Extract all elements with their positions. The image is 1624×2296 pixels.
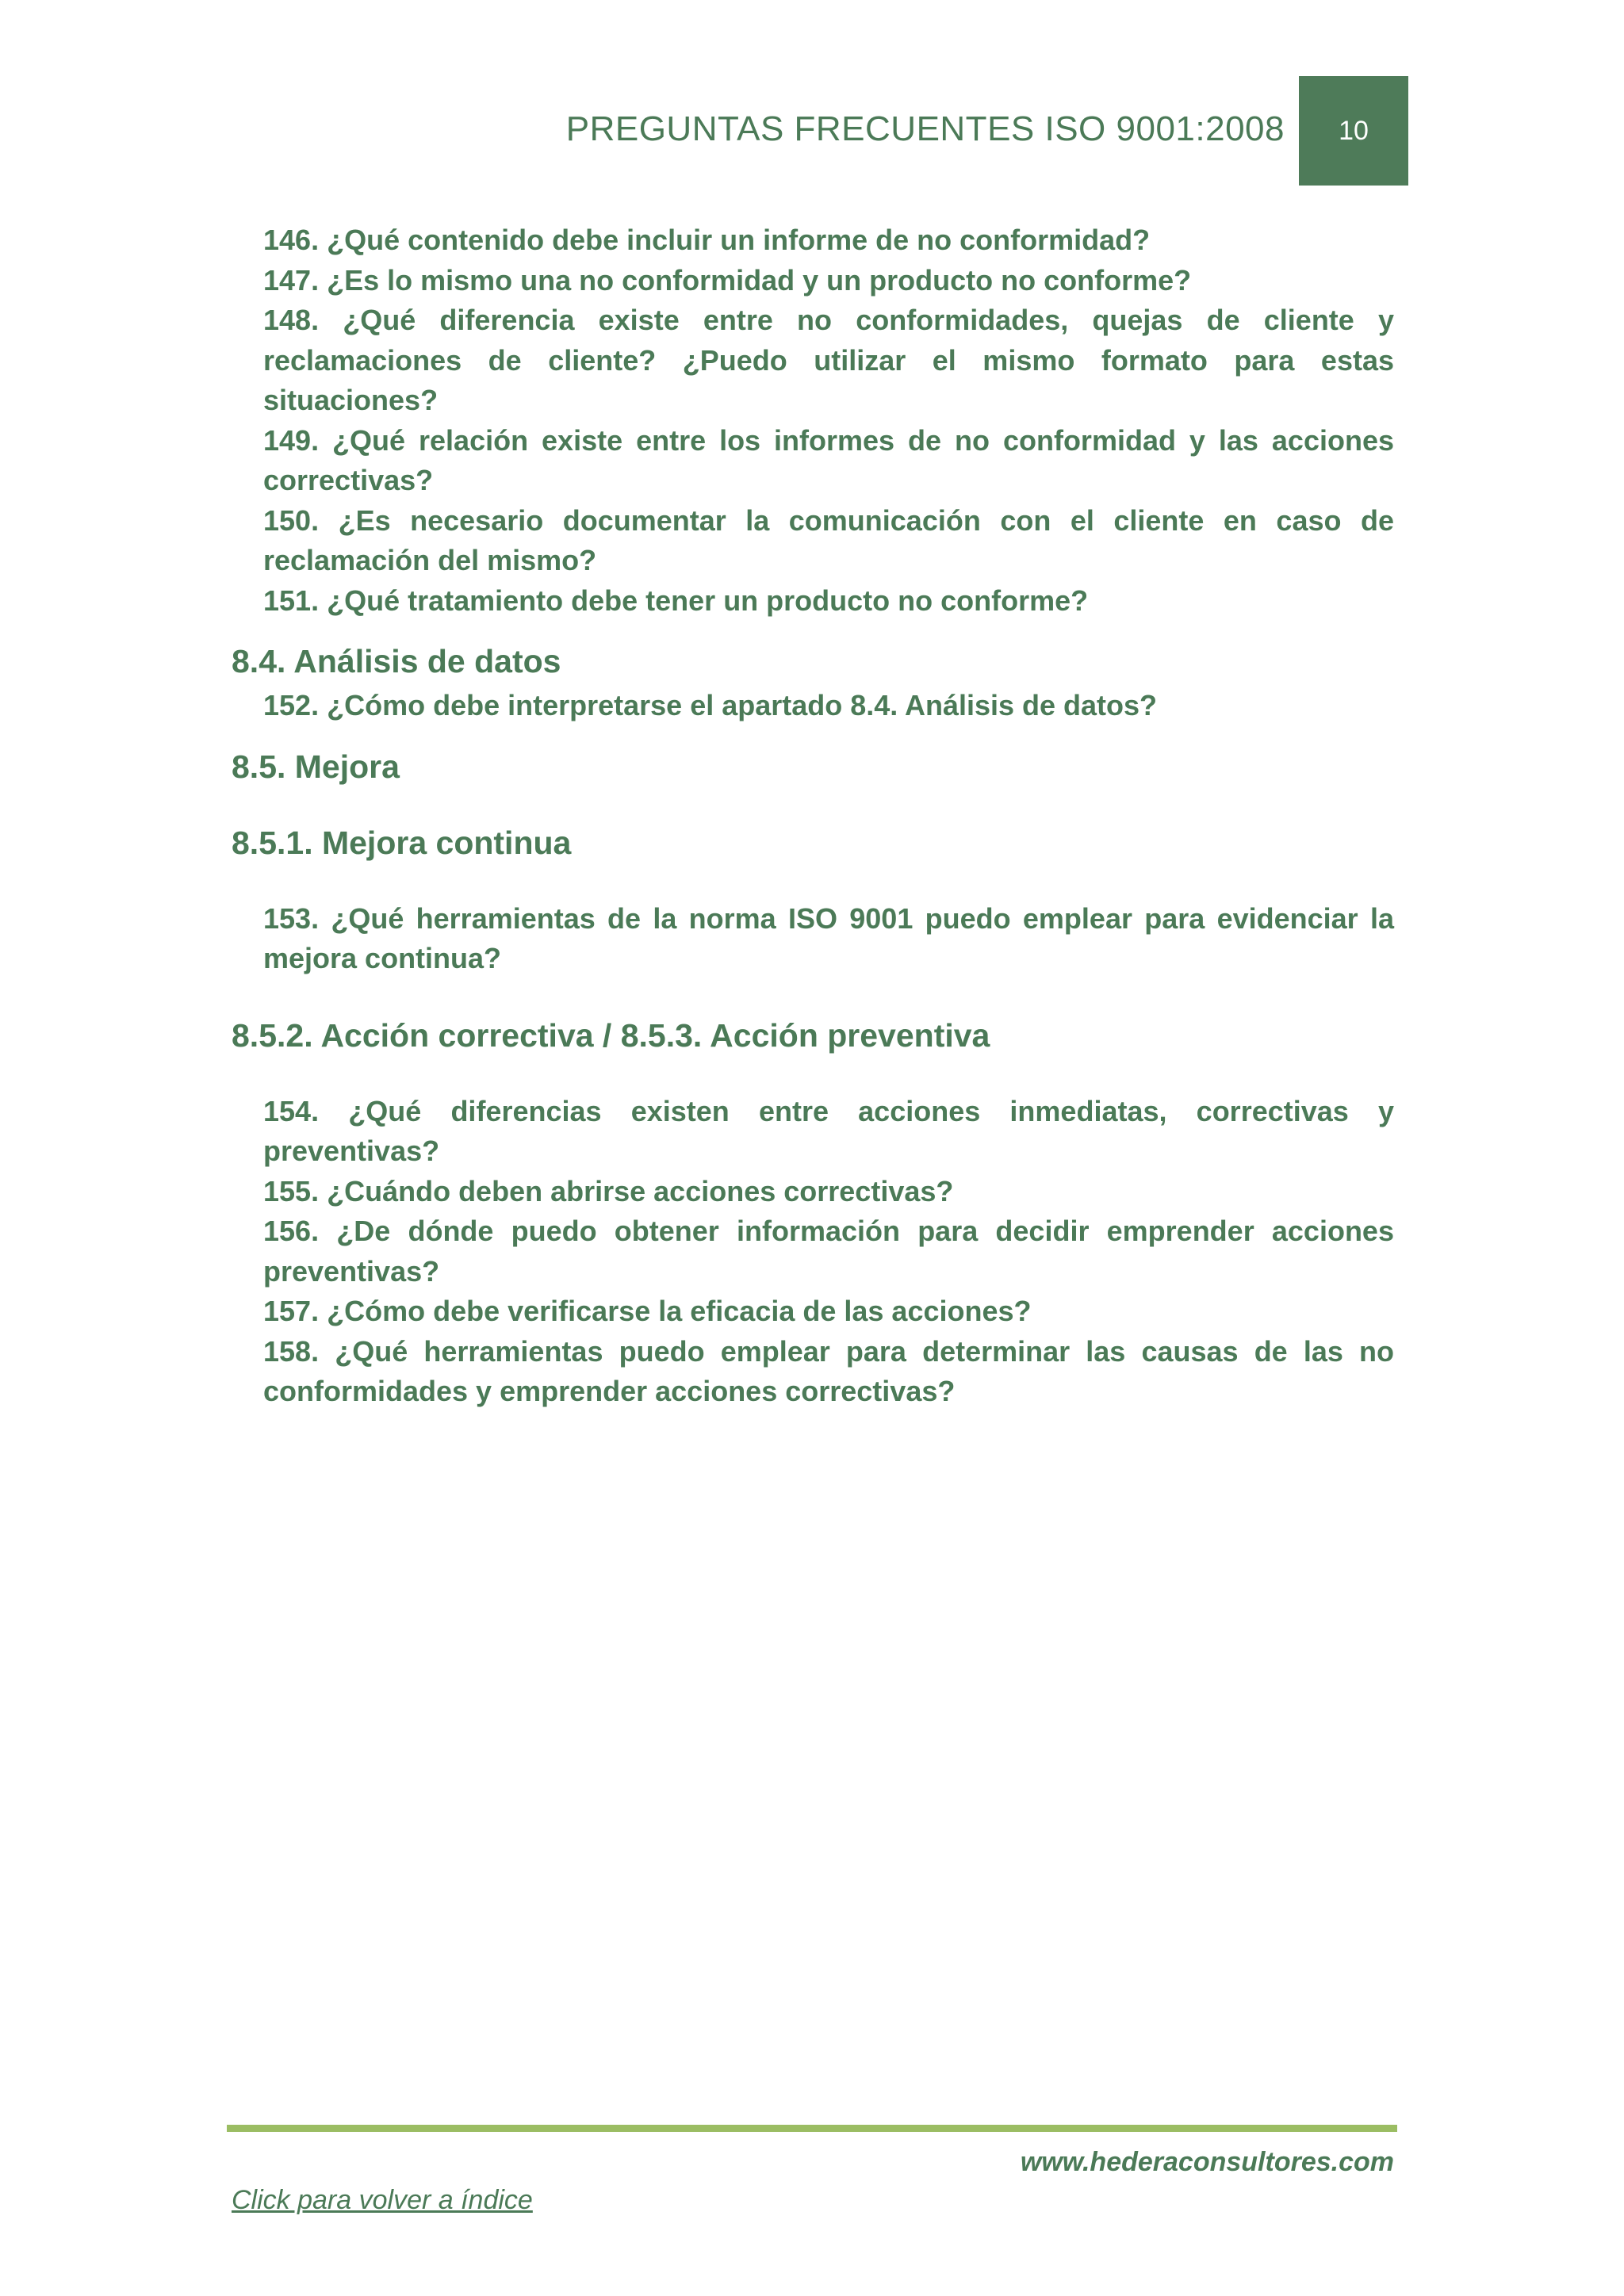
- header-title: PREGUNTAS FRECUENTES ISO 9001:2008: [565, 109, 1285, 148]
- section-heading-8-5-1: 8.5.1. Mejora continua: [232, 824, 572, 861]
- footer-url: www.hederaconsultores.com: [1020, 2147, 1394, 2177]
- footer-rule: [227, 2125, 1397, 2132]
- question-item: 150. ¿Es necesario documentar la comunicación con el cliente en caso de reclamación del mismo?: [263, 503, 1394, 576]
- question-list: [232, 220, 1394, 621]
- document-body: [232, 220, 1394, 1412]
- page-number: 10: [1339, 115, 1369, 146]
- spacer: [232, 1055, 1394, 1092]
- question-item: 149. ¿Qué relación existe entre los informes de no conformidad y las acciones correctivas?: [263, 423, 1394, 496]
- question-list: [232, 1092, 1394, 1412]
- question-item: 146. ¿Qué contenido debe incluir un informe de no conformidad?: [263, 224, 1151, 256]
- question-item: 153. ¿Qué herramientas de la norma ISO 9001 puedo emplear para evidenciar la mejora continua?: [263, 901, 1394, 974]
- question-item: 157. ¿Cómo debe verificarse la eficacia de las acciones?: [263, 1295, 1032, 1327]
- question-list: [232, 686, 1394, 726]
- question-item: 147. ¿Es lo mismo una no conformidad y un producto no conforme?: [263, 263, 1192, 297]
- question-item: 148. ¿Qué diferencia existe entre no conformidades, quejas de cliente y reclamaciones de cliente? ¿Puedo utilizar el mismo formato para estas situaciones?: [263, 304, 1394, 416]
- section-heading-8-5-2: 8.5.2. Acción correctiva / 8.5.3. Acción preventiva: [232, 1016, 990, 1054]
- question-list: [232, 899, 1394, 979]
- question-item: 158. ¿Qué herramientas puedo emplear para determinar las causas de las no conformidades y emprender acciones correctivas?: [263, 1334, 1394, 1407]
- spacer: [232, 786, 1394, 823]
- question-item: 151. ¿Qué tratamiento debe tener un producto no conforme?: [263, 584, 1089, 617]
- section-heading-8-4: 8.4. Análisis de datos: [232, 643, 561, 679]
- section-heading-8-5: 8.5. Mejora: [232, 748, 400, 785]
- question-item: 154. ¿Qué diferencias existen entre acciones inmediatas, correctivas y preventivas?: [263, 1094, 1394, 1167]
- question-item: 155. ¿Cuándo deben abrirse acciones correctivas?: [263, 1174, 954, 1207]
- spacer: [232, 979, 1394, 1016]
- page-number-box: [1299, 76, 1408, 186]
- question-item: 156. ¿De dónde puedo obtener información para decidir emprender acciones preventivas?: [263, 1215, 1394, 1288]
- back-to-index-link[interactable]: Click para volver a índice: [232, 2185, 533, 2215]
- spacer: [232, 863, 1394, 899]
- question-item: 152. ¿Cómo debe interpretarse el apartado 8.4. Análisis de datos?: [263, 689, 1158, 721]
- spacer: [232, 621, 1394, 641]
- spacer: [232, 726, 1394, 747]
